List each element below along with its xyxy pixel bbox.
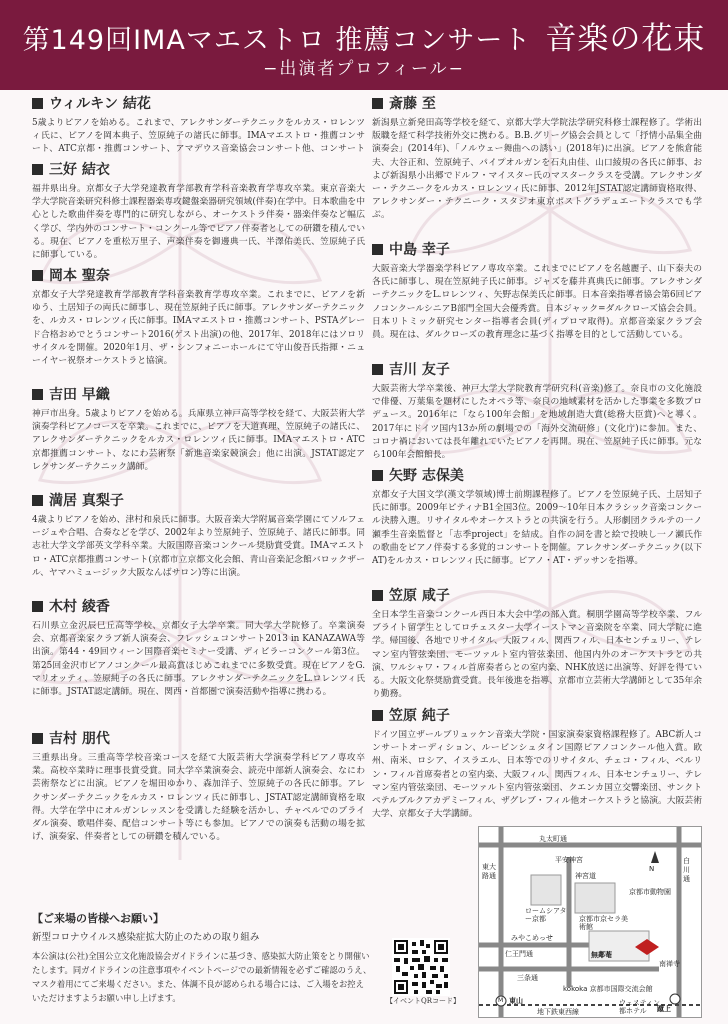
performer-name: 笠原 咸子 [372,587,702,606]
square-bullet-icon [32,601,43,612]
notice-subtitle: 新型コロナウイルス感染症拡大防止のための取り組み [32,932,260,943]
access-map[interactable] [478,826,702,1018]
map-label-kyocera: 京都市京セラ美術館 [579,915,628,931]
performer-bio: 大阪音楽大学器楽学科ピアノ専攻卒業。これまでにピアノを名越麗子、山下泰夫の各氏に師事し、現在笠原純子氏に師事。ジャズを藤井真典氏に師事。アレクサンダーテクニックをL.ロレンツィ、矢野志保美氏に師事。日本音楽指導者協会第6回ピアノコンクールシニアB部門全国大会優秀賞。日本ジャック=ダルクローズ協会会員。日本リトミック研究センター指導者会員(ディプロマ取得)。京都音楽家クラブ会員。現在は、ダルクローズの教育理念に基づく指導を目的として活動している。 [372,264,702,341]
notice-title: 【ご来場の皆様へお願い】 [32,912,164,925]
map-label-sanjo: 三条通 [517,974,538,982]
performer-bio: 新潟県立新発田高等学校を経て、京都大学大学院法学研究科修士課程修了。学術出版職を経て科学技術外交に携わる。B.B.グリーグ協会会員として「抒情小品集全曲演奏会」(2014年)、「ノルウェー舞曲への誘い」(2018年)に出演。ピアノを熊倉能夫、大谷正和、笠原純子、パイプオルガンを石丸由佳、山口綾規の各氏に師事、および新潟県小出郷でドルフ・マイスター氏のマスタークラスを受講。アレクサンダー・テクニークをルカス・ロレンツィ氏に師事、2012年JSTAT認定講師資格取得、アレクサンダー・テクニーク・スタジオ東京ポストグラデュエートクラスでも学ぶ。 [372,118,702,221]
map-label-murin: 無鄰菴 [591,951,612,959]
performer-bio: 京都女子大国文学(漢文学領域)博士前期課程修了。ピアノを笠原純子氏、土居知子氏に師事。2009年ピティナB1全国3位。2009〜10年日本クラシック音楽コンクール決勝入選。リサイタルやオーケストラとの共演を行う。人形劇団クラルテの一ノ瀬季生音楽監督と「志季project」を結成。自作の詞を書と絵で投映し一ノ瀬氏作の歌曲をピアノ伴奏する多覚的コンサートを開催。アレクサンダーテクニック(以下AT)をルカス・ロレンツィ氏に師事。ピアノ・AT・デッサンを指導。 [372,490,702,567]
map-label-niomon: 仁王門通 [505,950,533,958]
performer-bio: ドイツ国立ザールブリュッケン音楽大学院・国家演奏家資格課程修了。ABC新人コンサートオーディション、ルービンシュタイン国際ピアノコンクール他入賞。欧州、南米、ロシア、イスラエル、日本等でのリサイタル、チェコ・フィル、ベルリン・フィル首席奏者との室内楽、大阪フィル、関西フィル、日本センチュリー、テレマン室内管弦楽団、モーツァルト室内管弦楽団、クエンカ国立交響楽団、サンクトペテルブルクアカデミーフィル、ザグレブ・フィル他オーケストラと協演。大阪芸術大学、京都女子大学講師。 [372,730,702,820]
subway-station-icon: M [498,997,504,1004]
performer-profile [372,467,702,583]
map-label-rohm: ロームシアター京都 [525,907,567,923]
performer-bio: 神戸市出身。5歳よりピアノを始める。兵庫県立神戸高等学校を経て、大阪芸術大学演奏学科ピアノコースを卒業。これまでに、ピアノを大道真理、笠原純子の諸氏に、アレクサンダーテクニックをルカス・ロレンツィ氏に師事。IMAマエストロ・ATC京都推薦コンサート、なにわ芸術祭「新進音楽家競演会」他に出演。JSTAT認定アレクサンダーテクニック講師。 [32,409,365,472]
square-bullet-icon [372,590,383,601]
performer-bio: 大阪芸術大学卒業後、神戸大学大学院教育学研究科(音楽)修了。奈良市の文化施設で俳優、万葉集を題材にしたオペラ等、奈良の地域素材を活かした事業を多数プロデュース。2016年に「なら100年会館」を地域創造大賞(総務大臣賞)へと導く。2017年にドイツ国内13か所の劇場での「海外交流研修」(文化庁)に参加。また、コロナ禍においては長年離れていたピアノを再開。現在、笠原純子氏に師事。元なら100年会館館長。 [372,384,702,461]
map-label-subway: 地下鉄東西線 [537,1008,579,1016]
map-label-shirakawa: 白川通 [683,857,690,883]
concert-title-highlight: 音楽の花束 [545,21,706,57]
performers-column-right [372,95,702,825]
page-title [0,13,728,58]
map-label-higashiyama: 東山 [509,997,523,1005]
performer-profile [32,267,365,382]
square-bullet-icon [32,98,43,109]
performer-profile [32,161,365,263]
qr-caption: 【イベントQRコード】 [386,997,461,1005]
map-label-nanzenji: 南禅寺 [659,960,680,968]
square-bullet-icon [372,98,383,109]
performer-profile [32,730,365,858]
performer-name: 笠原 純子 [372,707,702,726]
performer-profile [372,707,702,821]
performer-name: ウィルキン 結花 [32,95,365,114]
performer-profile [372,95,702,237]
square-bullet-icon [372,244,383,255]
performer-name: 斎藤 至 [372,95,702,114]
performer-name: 吉田 早織 [32,386,365,405]
performer-bio: 全日本学生音楽コンクール西日本大会中学の部入賞。桐朋学園高等学校卒業、フルブライト留学生としてロチェスター大学イーストマン音楽院を卒業、同大学院に進学。帰国後、各地でリサイタル、大阪フィル、関西フィル、日本センチュリー、テレマン室内管弦楽団、モーツァルト室内管弦楽団、他国内外のオーケストラとの共演、ワルシャワ・フィル首席奏者らとの室内楽、NHK放送に出演等、好評を得ている。大阪文化祭奨励賞受賞。長年後進を指導、京都市立芸術大学講師として35年余り勤務。 [372,610,702,700]
square-bullet-icon [32,164,43,175]
performer-profile [372,587,702,703]
performer-profile [32,598,365,726]
map-label-higashioji: 東大路通 [482,863,496,880]
performer-name: 三好 結衣 [32,161,365,180]
square-bullet-icon [32,495,43,506]
square-bullet-icon [32,733,43,744]
performer-profile [32,492,365,594]
performer-bio: 三重県出身。三重高等学校音楽コースを経て大阪芸術大学演奏学科ピアノ専攻卒業。高校卒業時に理事長賞受賞。同大学卒業演奏会、読売中部新人演奏会、なにわ芸術祭などに出演。ピアノを堀田ゆかり、森加洋子、笠原純子の各氏に師事。アレクサンダーテクニックをルカス・ロレンツィ氏に師事し、JSTAT認定講師資格を取得。大学在学中にオルガンレッスンを受講した経験を活かし、チャペルでのブライダル演奏、歌唱伴奏、配信コンサート等にも参加。ピアノでの演奏も活動の場を拡げ、演奏家、伴奏者としての研鑽を積んでいる。 [32,753,365,843]
performer-bio: 京都女子大学発達教育学部教育学科音楽教育学専攻卒業。これまでに、ピアノを新ゆう、土居知子の両氏に師事し、現在笠原純子氏に師事。アレクサンダーテクニックを、ルカス・ロレンツィ氏に師事。IMAマエストロ・推薦コンサート、PSTAグレード合格おめでとうコンサート2016(ゲスト出演)の他、2017年、2018年にはソロリサイタルを開催。2020年1月、ザ・シンフォニーホールにて守山俊吾氏指揮・ニューイヤー祝祭オーケストラと協演。 [32,290,365,367]
map-label-heian: 平安神宮 [555,856,583,864]
page-subtitle: −出演者プロフィール− [263,59,465,79]
performer-name: 矢野 志保美 [372,467,702,486]
performer-bio: 4歳よりピアノを始め、津村和泉氏に師事。大阪音楽大学附属音楽学園にてソルフェージュや合唱、合奏などを学び、2002年より笠原純子、笠原純子、諸氏に師事。同志社大学文学部英文学科卒業。大阪国際音楽コンクール奨励賞受賞。IMAマエストロ・ATC京都推薦コンサート(京都市立京都文化会館、青山音楽記念館バロックザール、ヤマハミュージック大阪なんばサロン)等に出演。 [32,515,365,578]
performer-profile [32,95,365,157]
notice-body: 本公演は(公社)全国公立文化施設協会ガイドラインに基づき、感染拡大防止策をとり開催いたします。同ガイドラインの注意事項やイベントページでの最新情報を必ずご確認のうえ、マスク着用にてご来場ください。また、体調不良が認められる場合には、ご入場をお控えいただけますようお願い申し上げます。 [32,951,372,1003]
performer-bio: 福井県出身。京都女子大学発達教育学部教育学科音楽教育学専攻卒業。東京音楽大学大学院音楽研究科修士課程器楽専攻鍵盤楽器研究領域(伴奏)在学中。日本歌曲を中心とした歌曲伴奏を専門的に研究しながら、オーケストラ伴奏・器楽伴奏など幅広く学び、学内外のコンサート・コンクール等でピアノ伴奏者としての研鑽を積んでいる。現在、ピアノを重松万里子、声楽伴奏を御邊典一氏、半澤佑美氏、笠原純子氏に師事している。 [32,184,365,261]
square-bullet-icon [32,389,43,400]
performer-bio: 石川県立金沢辰巳丘高等学校、京都女子大学卒業。同大学大学院修了。卒業演奏会、京都音楽家クラブ新人演奏会、フレッシュコンサート2013 in KANAZAWA等出演。第44・49回ウィーン国際音楽セミナー受講、ディビラーコンクール第3位。第25回金沢市ピアノコンクール最高賞ほじめこれまでに多数受賞。現在ピアノをG.マリオッティ、笠原純子の各氏に師事。アレクサンダーテクニックをL.ロレンツィ氏に師事。JSTAT認定講師。現在、関西・首都圏で演奏活動や指導に携わる。 [32,621,365,698]
event-qr-code-icon[interactable] [392,938,450,996]
map-label-marutamachi: 丸太町通 [539,835,567,843]
header-banner [0,0,728,90]
map-label-shin: 神宮道 [575,872,596,880]
performer-profile [372,241,702,357]
map-label-westin: ウェスティン都ホテル [619,999,661,1015]
performer-profile [32,386,365,488]
performer-name: 中島 幸子 [372,241,702,260]
concert-title: 第149回IMAマエストロ 推薦コンサート [22,25,532,56]
performer-bio: 5歳よりピアノを始める。これまで、アレクサンダーテクニックをルカス・ロレンツィ氏に、ピアノを岡本典子、笠原純子の諸氏に師事。IMAマエストロ・推薦コンサート、ATC京都・推薦コンサート、アマデウス音楽協会コンサート他、コンサート [32,118,365,155]
performer-name: 木村 綾香 [32,598,365,617]
performer-name: 岡本 聖奈 [32,267,365,286]
performer-profile [372,361,702,463]
map-label-miyako: みやこめっせ [511,934,553,942]
map-label-kokoka: kokoka 京都市国際交流会館 [563,985,653,993]
north-arrow-icon: N [649,865,655,873]
performer-name: 満居 真梨子 [32,492,365,511]
performer-name: 吉川 友子 [372,361,702,380]
map-label-zoo: 京都市動物園 [629,888,671,896]
square-bullet-icon [372,470,383,481]
square-bullet-icon [372,364,383,375]
map-label-keage: 蹴上 [657,1005,671,1013]
square-bullet-icon [32,270,43,281]
square-bullet-icon [372,710,383,721]
performers-column-left [32,95,365,862]
performer-name: 吉村 朋代 [32,730,365,749]
